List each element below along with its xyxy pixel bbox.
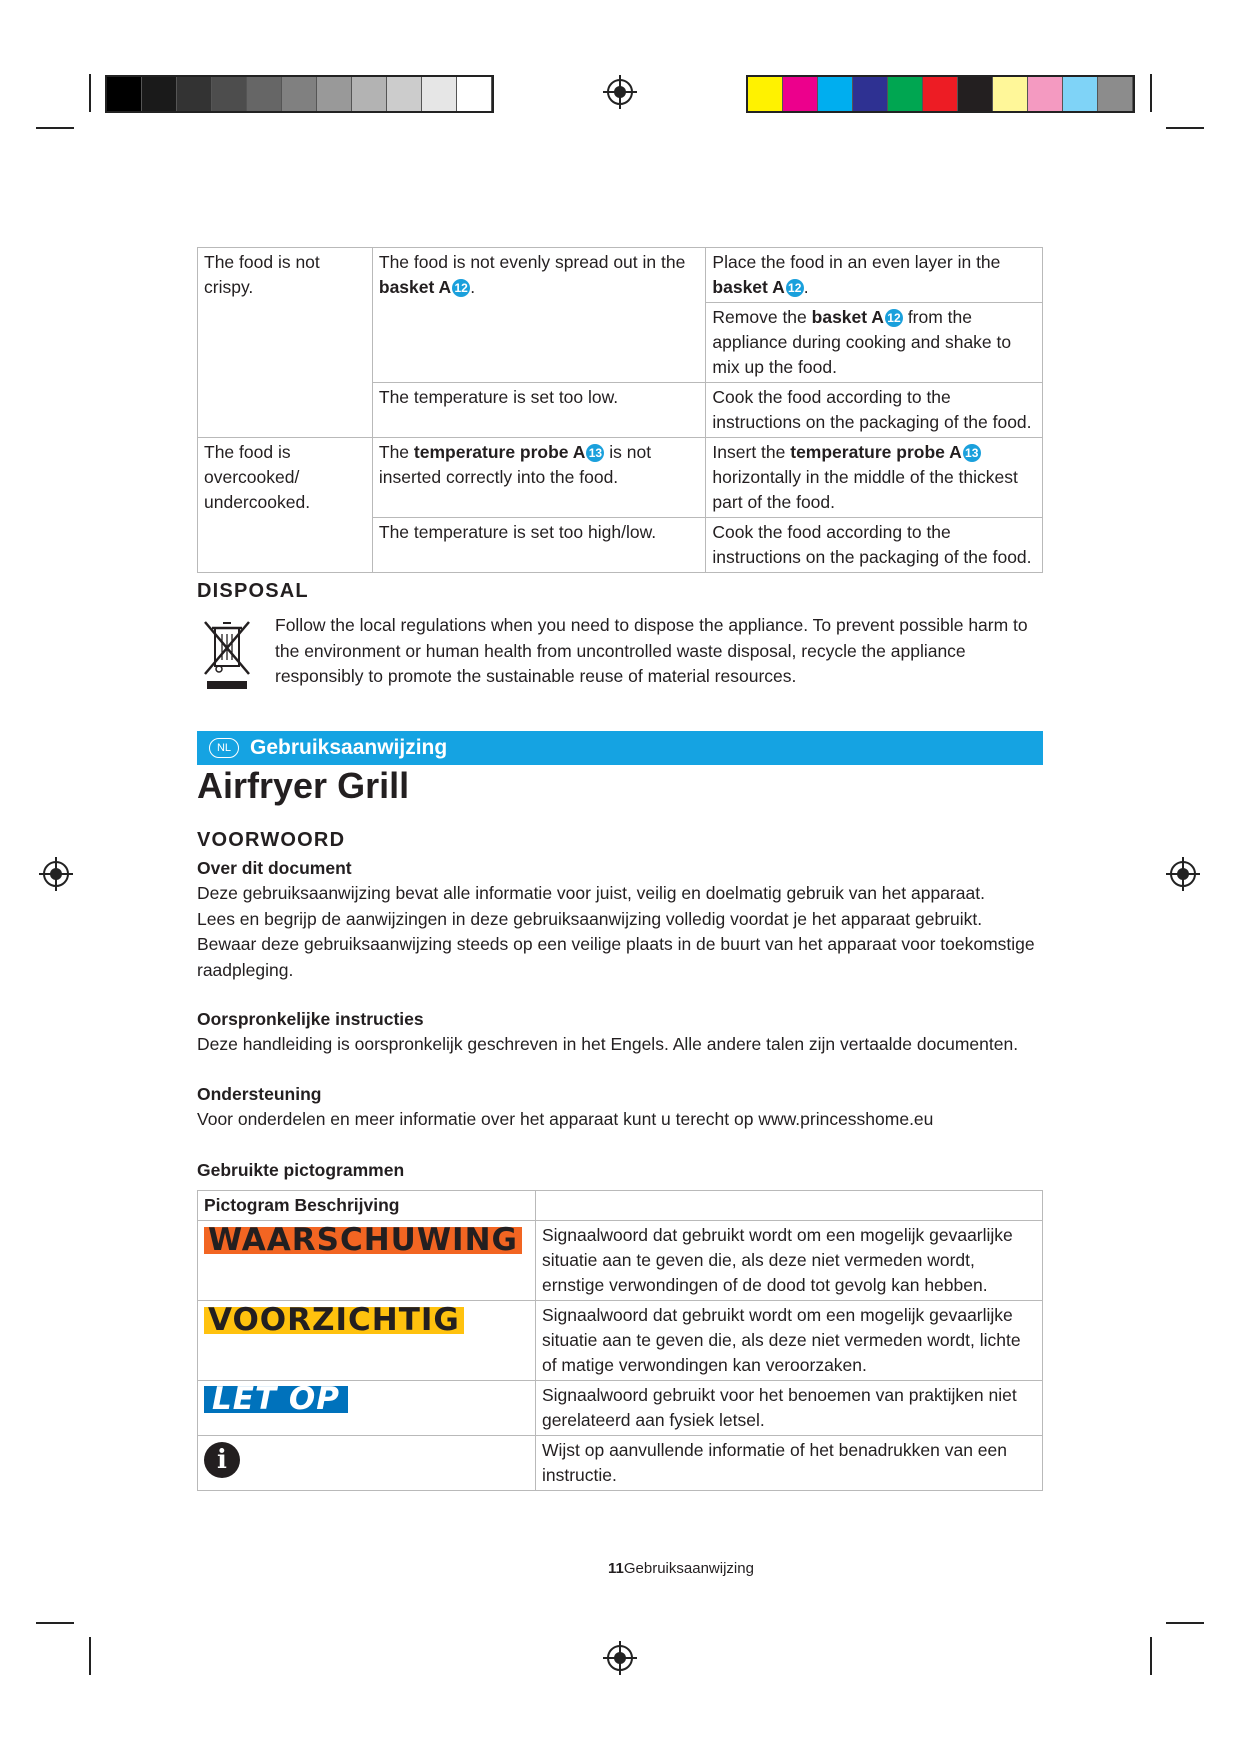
solution-cell: Remove the basket A 12 from the appliance during cooking and shake to mix up the food. bbox=[706, 303, 1043, 383]
oorspronkelijk-text: Deze handleiding is oorspronkelijk geschreven in het Engels. Alle andere talen zijn vertaalde documenten. bbox=[197, 1034, 1019, 1054]
gray-swatch bbox=[212, 77, 247, 111]
description-cell: Signaalwoord gebruikt voor het benoemen van praktijken niet gerelateerd aan fysiek letsel. bbox=[535, 1381, 1042, 1436]
registration-mark-icon bbox=[603, 1641, 637, 1675]
crop-mark bbox=[1150, 1637, 1152, 1675]
table-row bbox=[198, 248, 1043, 303]
part-number-badge: 13 bbox=[586, 444, 604, 462]
color-swatch bbox=[1098, 77, 1133, 111]
color-swatch bbox=[1028, 77, 1063, 111]
language-bar-title: Gebruiksaanwijzing bbox=[250, 736, 448, 759]
crop-mark bbox=[36, 1622, 74, 1624]
solution-cell: Place the food in an even layer in the basket A 12 . bbox=[706, 248, 1043, 303]
color-swatch bbox=[923, 77, 958, 111]
info-icon: i bbox=[204, 1442, 240, 1478]
part-number-badge: 12 bbox=[786, 279, 804, 297]
table-row bbox=[198, 438, 1043, 518]
subheading-pictogrammen: Gebruikte pictogrammen bbox=[197, 1160, 405, 1180]
gray-swatch bbox=[142, 77, 177, 111]
table-header-row bbox=[198, 1191, 1043, 1221]
color-bar bbox=[746, 75, 1135, 113]
gray-swatch bbox=[317, 77, 352, 111]
part-number-badge: 12 bbox=[452, 279, 470, 297]
part-number-badge: 12 bbox=[885, 309, 903, 327]
warning-signal-label: WAARSCHUWING bbox=[204, 1227, 522, 1254]
page-number: 11 bbox=[608, 1560, 624, 1577]
solution-cell: Cook the food according to the instructions on the packaging of the food. bbox=[706, 383, 1043, 438]
problem-cell: The food is overcooked/ undercooked. bbox=[198, 438, 373, 573]
description-cell: Wijst op aanvullende informatie of het benadrukken van een instructie. bbox=[535, 1436, 1042, 1491]
color-swatch bbox=[1063, 77, 1098, 111]
gray-swatch bbox=[387, 77, 422, 111]
pictogram-table bbox=[197, 1190, 1043, 1491]
page-title: Airfryer Grill bbox=[197, 765, 410, 806]
gray-swatch bbox=[107, 77, 142, 111]
crop-mark bbox=[1166, 127, 1204, 129]
solution-cell: Insert the temperature probe A 13 horizontally in the middle of the thickest part of the food. bbox=[706, 438, 1043, 518]
ondersteuning-text: Voor onderdelen en meer informatie over het apparaat kunt u terecht op www.princesshome.eu bbox=[197, 1109, 934, 1129]
color-swatch bbox=[958, 77, 993, 111]
cause-cell: The temperature probe A 13 is not inserted correctly into the food. bbox=[372, 438, 706, 518]
crop-mark bbox=[89, 74, 91, 112]
table-header-cell: Pictogram Beschrijving bbox=[198, 1191, 536, 1221]
page-footer bbox=[608, 1560, 754, 1577]
crop-mark bbox=[1166, 1622, 1204, 1624]
voorwoord-heading: VOORWOORD bbox=[197, 829, 346, 851]
table-row bbox=[198, 1301, 1043, 1381]
registration-mark-icon bbox=[39, 857, 73, 891]
table-row bbox=[198, 1221, 1043, 1301]
gray-swatch bbox=[352, 77, 387, 111]
grayscale-bar bbox=[105, 75, 494, 113]
registration-mark-icon bbox=[1166, 857, 1200, 891]
weee-bin-icon bbox=[203, 620, 251, 690]
registration-mark-icon bbox=[603, 75, 637, 109]
gray-swatch bbox=[282, 77, 317, 111]
subheading-ondersteuning: Ondersteuning bbox=[197, 1084, 322, 1104]
subheading-oorspronkelijk: Oorspronkelijke instructies bbox=[197, 1009, 424, 1029]
cause-cell: The temperature is set too high/low. bbox=[372, 518, 706, 573]
cause-cell: The food is not evenly spread out in the basket A 12 . bbox=[372, 248, 706, 383]
gray-swatch bbox=[177, 77, 212, 111]
language-badge: NL bbox=[209, 738, 239, 758]
table-row bbox=[198, 1381, 1043, 1436]
color-swatch bbox=[993, 77, 1028, 111]
over-text: Deze gebruiksaanwijzing bevat alle informatie voor juist, veilig en doelmatig gebruik van het apparaat. Lees en begrijp de aanwijzingen in deze gebruiksaanwijzing volledig voordat je het apparaat gebruikt. Bewaar deze gebruiksaanwijzing steeds op een veilige plaats in de buurt van het apparaat voor toekomstige raadpleging. bbox=[197, 883, 1035, 980]
color-swatch bbox=[818, 77, 853, 111]
color-swatch bbox=[853, 77, 888, 111]
table-row bbox=[198, 1436, 1043, 1491]
caution-signal-label: VOORZICHTIG bbox=[204, 1307, 464, 1334]
cause-cell: The temperature is set too low. bbox=[372, 383, 706, 438]
color-swatch bbox=[888, 77, 923, 111]
crop-mark bbox=[89, 1637, 91, 1675]
troubleshooting-table bbox=[197, 247, 1043, 573]
footer-label: Gebruiksaanwijzing bbox=[623, 1560, 754, 1577]
color-swatch bbox=[783, 77, 818, 111]
disposal-heading: DISPOSAL bbox=[197, 580, 309, 602]
crop-mark bbox=[1150, 74, 1152, 112]
part-number-badge: 13 bbox=[963, 444, 981, 462]
crop-mark bbox=[36, 127, 74, 129]
notice-signal-label: LET OP bbox=[204, 1386, 348, 1413]
description-cell: Signaalwoord dat gebruikt wordt om een mogelijk gevaarlijke situatie aan te geven die, als deze niet vermeden wordt, lichte of matige verwondingen kan veroorzaken. bbox=[535, 1301, 1042, 1381]
gray-swatch bbox=[422, 77, 457, 111]
gray-swatch bbox=[457, 77, 492, 111]
color-swatch bbox=[748, 77, 783, 111]
gray-swatch bbox=[247, 77, 282, 111]
language-bar bbox=[197, 731, 1043, 765]
description-cell: Signaalwoord dat gebruikt wordt om een mogelijk gevaarlijke situatie aan te geven die, als deze niet vermeden wordt, ernstige verwondingen of de dood tot gevolg kan hebben. bbox=[535, 1221, 1042, 1301]
problem-cell: The food is not crispy. bbox=[198, 248, 373, 438]
solution-cell: Cook the food according to the instructions on the packaging of the food. bbox=[706, 518, 1043, 573]
subheading-over: Over dit document bbox=[197, 858, 352, 878]
disposal-text: Follow the local regulations when you need to dispose the appliance. To prevent possible harm to the environment or human health from uncontrolled waste disposal, recycle the appliance responsibly to promote the sustainable reuse of material resources. bbox=[275, 615, 1028, 686]
